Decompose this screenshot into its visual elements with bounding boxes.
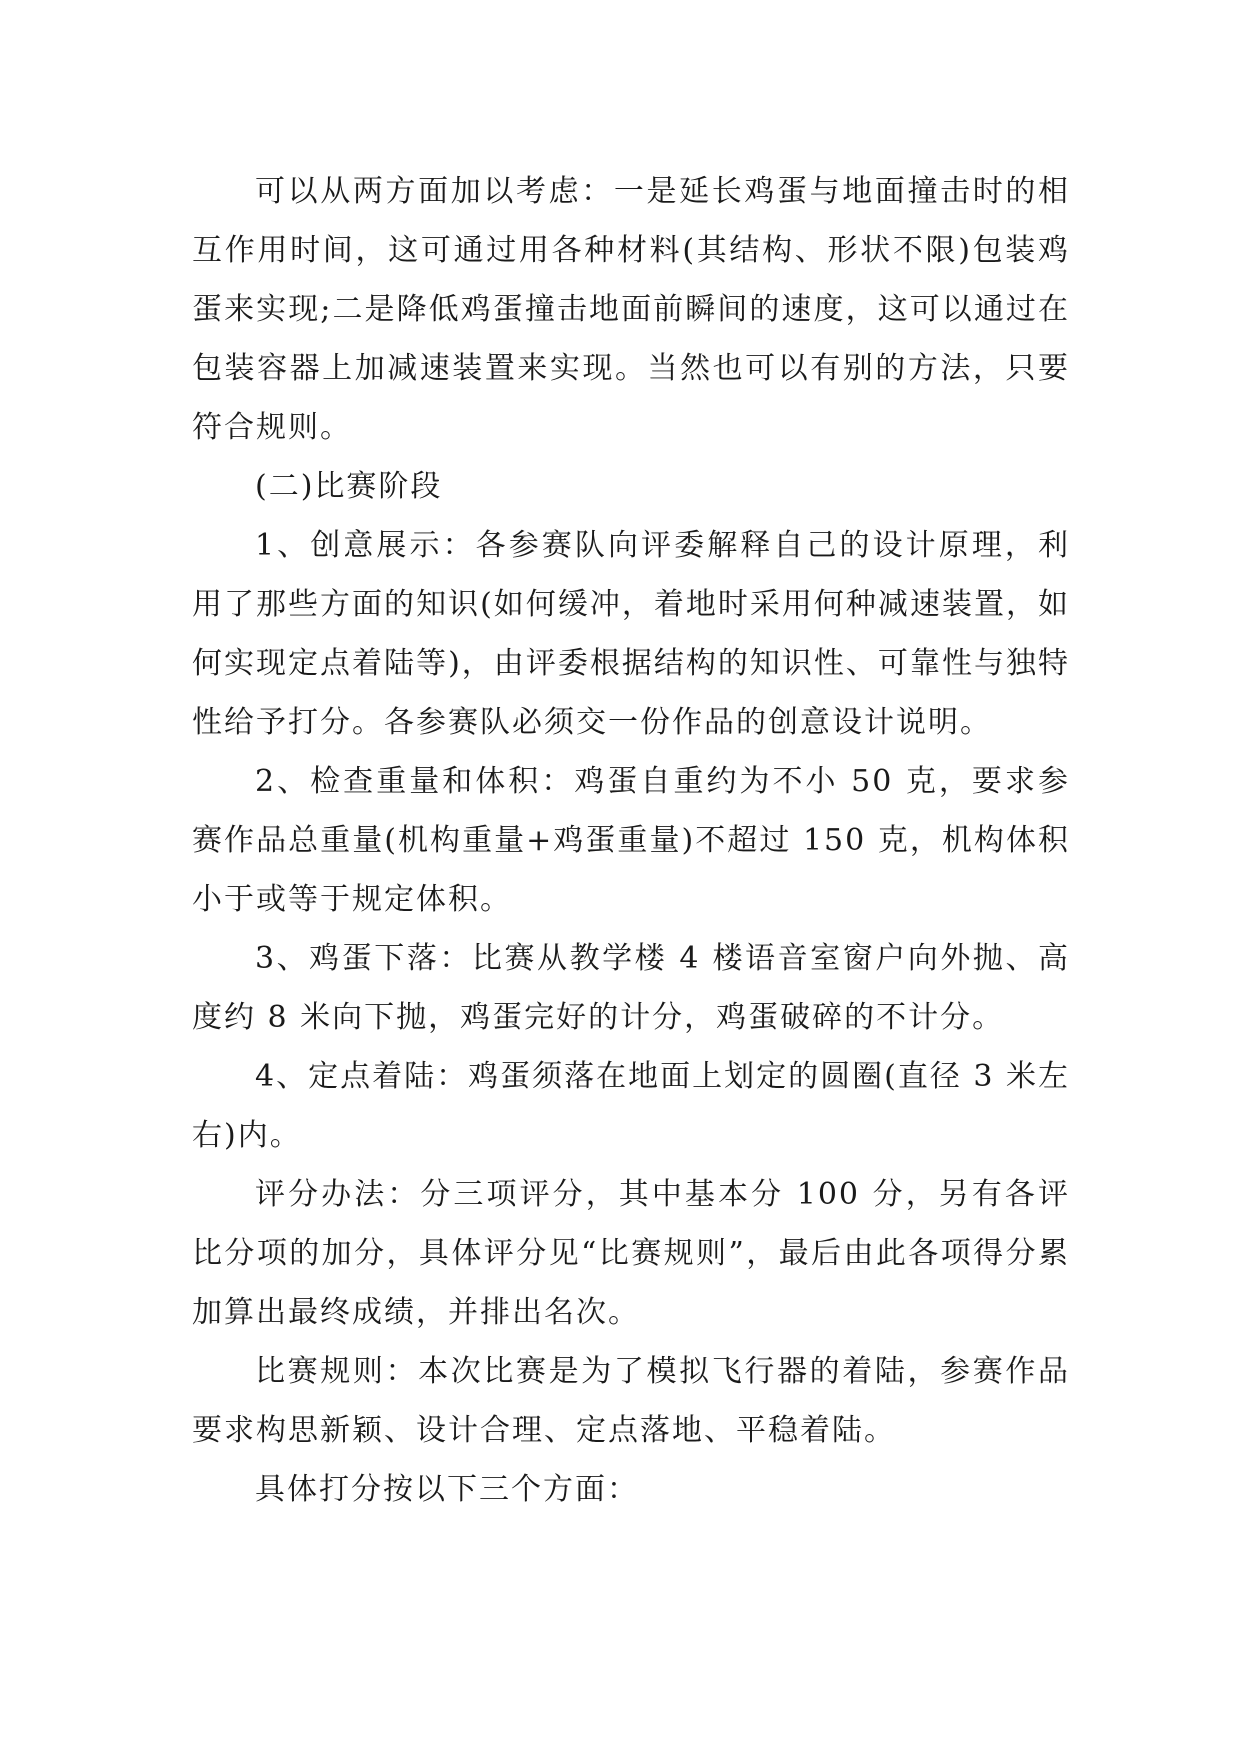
paragraph-creative-display: 1、创意展示：各参赛队向评委解释自己的设计原理，利用了那些方面的知识(如何缓冲，着地时采用何种减速装置，如何实现定点着陆等)，由评委根据结构的知识性、可靠性与独特性给予打分。各参赛队必须交一份作品的创意设计说明。 [192,528,1070,740]
section-heading-competition-stage: (二)比赛阶段 [255,469,443,504]
document-body [192,162,1070,1519]
paragraph-competition-rules: 比赛规则：本次比赛是为了模拟飞行器的着陆，参赛作品要求构思新颖、设计合理、定点落地、平稳着陆。 [192,1354,1070,1448]
paragraph-scoring-method: 评分办法：分三项评分，其中基本分 100 分，另有各评比分项的加分，具体评分见“比赛规则”，最后由此各项得分累加算出最终成绩，并排出名次。 [192,1177,1070,1330]
paragraph-intro: 可以从两方面加以考虑：一是延长鸡蛋与地面撞击时的相互作用时间，这可通过用各种材料(其结构、形状不限)包装鸡蛋来实现;二是降低鸡蛋撞击地面前瞬间的速度，这可以通过在包装容器上加减速装置来实现。当然也可以有别的方法，只要符合规则。 [192,174,1070,445]
paragraph-weight-volume-check: 2、检查重量和体积：鸡蛋自重约为不小 50 克，要求参赛作品总重量(机构重量+鸡蛋重量)不超过 150 克，机构体积小于或等于规定体积。 [192,764,1070,917]
paragraph-scoring-aspects: 具体打分按以下三个方面： [255,1472,639,1507]
paragraph-target-landing: 4、定点着陆：鸡蛋须落在地面上划定的圆圈(直径 3 米左右)内。 [192,1059,1070,1153]
paragraph-egg-drop: 3、鸡蛋下落：比赛从教学楼 4 楼语音室窗户向外抛、高度约 8 米向下抛，鸡蛋完好的计分，鸡蛋破碎的不计分。 [192,941,1070,1035]
